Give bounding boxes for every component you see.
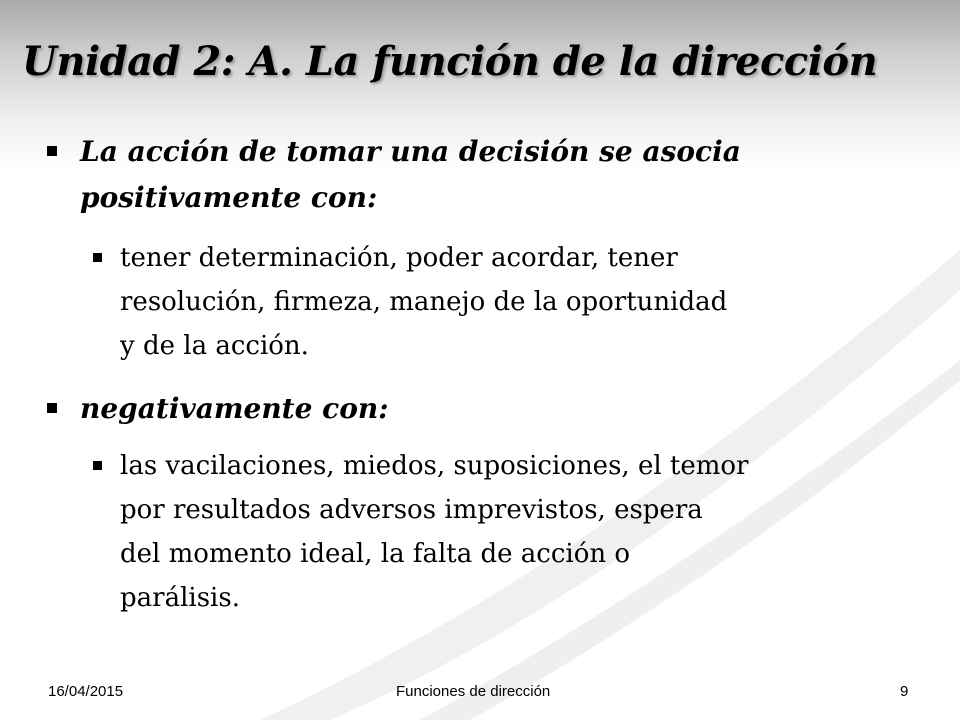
sub-bullet-negative-line-2: por resultados adversos imprevistos, espera xyxy=(120,495,703,525)
bullet-marker xyxy=(47,403,57,413)
sub-bullet-positive xyxy=(120,236,727,368)
sub-bullet-negative xyxy=(120,444,748,620)
bullet-positive xyxy=(80,129,741,221)
sub-bullet-negative-line-1: las vacilaciones, miedos, suposiciones, el temor xyxy=(120,451,749,481)
sub-bullet-negative-line-3: del momento ideal, la falta de acción o xyxy=(120,539,631,569)
footer-page-number: 9 xyxy=(900,683,909,700)
bullet-marker xyxy=(47,146,57,156)
sub-bullet-marker xyxy=(93,253,102,262)
sub-bullet-positive-line-3: y de la acción. xyxy=(120,331,309,361)
bullet-positive-line-1: La acción de tomar una decisión se asocia xyxy=(80,135,741,168)
footer-title: Funciones de dirección xyxy=(396,683,551,700)
footer-date: 16/04/2015 xyxy=(48,683,124,700)
sub-bullet-negative-line-4: parálisis. xyxy=(120,583,240,613)
sub-bullet-positive-line-1: tener determinación, poder acordar, tener xyxy=(120,243,678,273)
sub-bullet-marker xyxy=(93,461,102,470)
slide-title: Unidad 2: A. La función de la dirección xyxy=(22,38,878,85)
bullet-positive-line-2: positivamente con: xyxy=(80,181,378,214)
bullet-negative-text: negativamente con: xyxy=(80,392,389,425)
sub-bullet-positive-line-2: resolución, firmeza, manejo de la oportunidad xyxy=(120,287,728,317)
bullet-negative xyxy=(80,386,389,432)
